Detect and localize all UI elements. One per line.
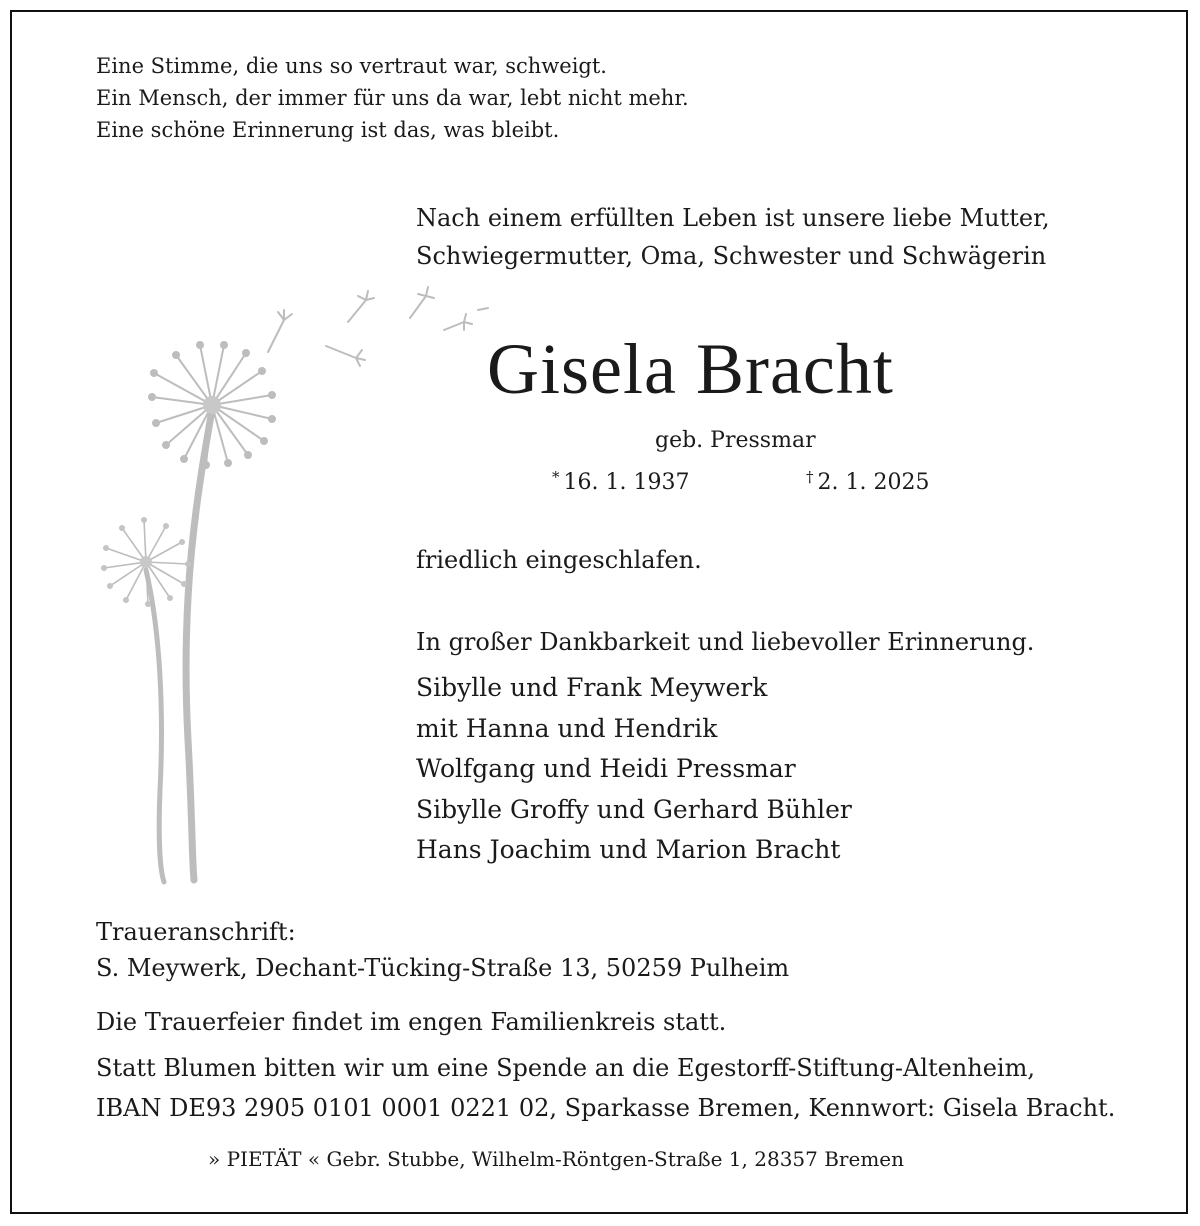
intro-line-1: Nach einem erfüllten Leben ist unsere liebe Mutter,	[416, 204, 1050, 232]
birth-date: 16. 1. 1937	[563, 470, 690, 495]
birth-symbol: *	[552, 468, 560, 486]
funeral-home-footer: » PIETÄT « Gebr. Stubbe, Wilhelm-Röntgen-Straße 1, 28357 Bremen	[208, 1147, 905, 1171]
family-line-5: Hans Joachim und Marion Bracht	[416, 835, 841, 864]
ceremony-note: Die Trauerfeier findet im engen Familienkreis statt.	[96, 1008, 727, 1036]
family-line-4: Sibylle Groffy und Gerhard Bühler	[416, 795, 852, 824]
family-line-3: Wolfgang und Heidi Pressmar	[416, 754, 796, 783]
death-symbol: †	[806, 468, 814, 486]
intro-line-2: Schwiegermutter, Oma, Schwester und Schwägerin	[416, 242, 1047, 270]
donation-line-1: Statt Blumen bitten wir um eine Spende an die Egestorff-Stiftung-Altenheim,	[96, 1054, 1035, 1082]
address-value: S. Meywerk, Dechant-Tücking-Straße 13, 50259 Pulheim	[96, 954, 790, 982]
donation-line-2: IBAN DE93 2905 0101 0001 0221 02, Sparkasse Bremen, Kennwort: Gisela Bracht.	[96, 1094, 1116, 1122]
birth-name: geb. Pressmar	[655, 428, 816, 453]
death-date: 2. 1. 2025	[817, 470, 930, 495]
death-date-group	[806, 462, 929, 498]
gratitude-line: In großer Dankbarkeit und liebevoller Erinnerung.	[416, 628, 1035, 656]
deceased-name: Gisela Bracht	[487, 329, 894, 409]
verse-line-3: Eine schöne Erinnerung ist das, was bleibt.	[96, 118, 560, 142]
family-line-2: mit Hanna und Hendrik	[416, 714, 718, 743]
verse-line-1: Eine Stimme, die uns so vertraut war, schweigt.	[96, 54, 607, 78]
closing-phrase: friedlich eingeschlafen.	[416, 546, 702, 574]
birth-date-group	[552, 462, 689, 498]
address-label: Traueranschrift:	[96, 918, 296, 946]
family-line-1: Sibylle und Frank Meywerk	[416, 673, 768, 702]
verse-line-2: Ein Mensch, der immer für uns da war, lebt nicht mehr.	[96, 86, 689, 110]
